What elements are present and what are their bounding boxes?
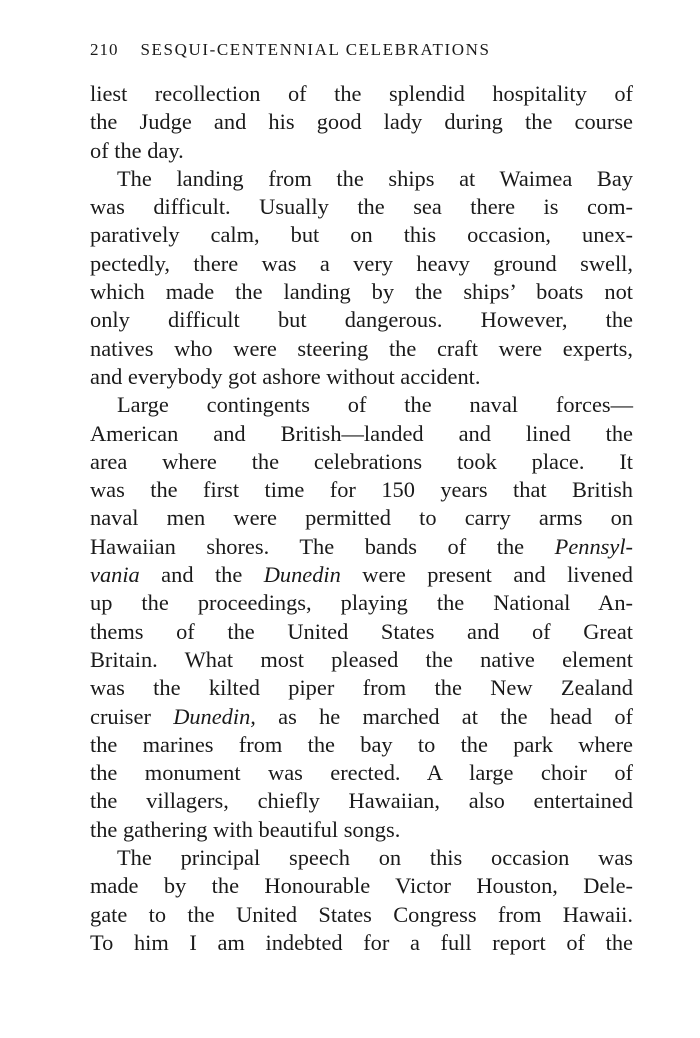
body-text	[90, 80, 633, 957]
text-line: the Judge and his good lady during the course	[90, 109, 633, 135]
ship-name-italic: Dunedin,	[173, 703, 256, 729]
ship-name-italic: Pennsyl-	[554, 533, 633, 559]
ship-name-italic: Dunedin	[263, 562, 341, 588]
paragraph-1	[90, 80, 633, 165]
text-line-mixed	[90, 703, 633, 731]
paragraph-4	[90, 844, 633, 957]
text-line: Britain. What most pleased the native element	[90, 646, 633, 672]
book-page	[90, 40, 633, 957]
text-line: of the day.	[90, 137, 184, 163]
text-line: gate to the United States Congress from Hawaii.	[90, 901, 633, 927]
text-line: To him I am indebted for a full report of the	[90, 929, 633, 955]
text-run: Hawaiian shores. The bands of the	[90, 533, 555, 559]
text-line: the gathering with beautiful songs.	[90, 816, 401, 842]
text-line: American and British—landed and lined the	[90, 420, 633, 446]
text-line: was the first time for 150 years that British	[90, 477, 633, 503]
text-line: was difficult. Usually the sea there is com-	[90, 194, 633, 220]
text-line: the villagers, chiefly Hawaiian, also entertained	[90, 788, 633, 814]
text-line: liest recollection of the splendid hospitality of	[90, 81, 633, 106]
text-line: the monument was erected. A large choir of	[90, 760, 633, 786]
text-line: the marines from the bay to the park where	[90, 731, 633, 757]
text-line: The principal speech on this occasion was	[117, 845, 633, 871]
text-line: The landing from the ships at Waimea Bay	[117, 165, 633, 191]
paragraph-2	[90, 165, 633, 391]
page-number: 210	[90, 40, 119, 59]
text-run: as he marched at the head of	[255, 703, 633, 729]
text-line: naval men were permitted to carry arms on	[90, 505, 633, 531]
text-line: area where the celebrations took place. It	[90, 448, 633, 474]
text-line: was the kilted piper from the New Zealand	[90, 675, 633, 701]
text-line: and everybody got ashore without accident.	[90, 363, 481, 389]
text-line: natives who were steering the craft were experts,	[90, 335, 633, 361]
text-run: and the	[139, 562, 264, 588]
text-line: up the proceedings, playing the National An-	[90, 590, 633, 616]
text-line: which made the landing by the ships’ boats not	[90, 279, 633, 305]
text-line: Large contingents of the naval forces—	[117, 392, 633, 418]
text-line: thems of the United States and of Great	[90, 618, 633, 644]
text-line: only difficult but dangerous. However, the	[90, 307, 633, 333]
running-header	[90, 40, 633, 70]
text-line: paratively calm, but on this occasion, unex-	[90, 222, 633, 248]
text-line: made by the Honourable Victor Houston, Dele-	[90, 873, 633, 899]
text-line-mixed	[90, 561, 633, 589]
text-run: were present and livened	[340, 562, 633, 588]
paragraph-3	[90, 391, 633, 844]
text-run: cruiser	[90, 703, 174, 729]
ship-name-italic: vania	[90, 562, 140, 588]
running-title: SESQUI-CENTENNIAL CELEBRATIONS	[140, 40, 491, 59]
text-line: pectedly, there was a very heavy ground swell,	[90, 250, 633, 276]
text-line-mixed	[90, 533, 633, 561]
